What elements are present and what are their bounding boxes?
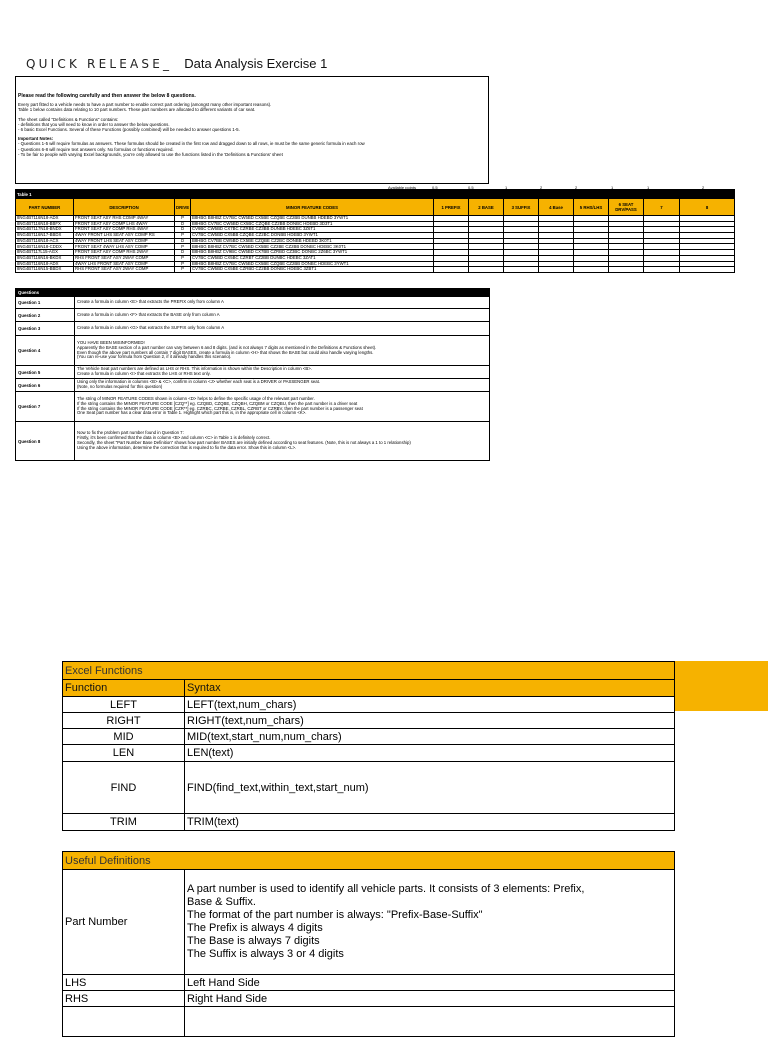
function-name: TRIM (63, 814, 185, 831)
column-header: 5 RHS/LHS (574, 199, 609, 216)
function-header: Function (63, 680, 185, 697)
part-number-cell[interactable]: 8NG4B7116N18-BBFX (16, 221, 74, 227)
question-row (16, 366, 490, 379)
question-row (16, 336, 490, 366)
drive-cell[interactable]: P (175, 255, 191, 261)
answer-cell[interactable] (574, 267, 609, 273)
question-row (16, 379, 490, 392)
feature-codes-cell[interactable]: CV7BC CW5BD CX5BB CZQBE CZ2BC DONBB HDEBD 3YWT1 (191, 233, 434, 239)
feature-codes-cell[interactable]: CV7BC CW5BD CX5BC CZRBT CZ2BB DUNBC HDEBC 3ZAT1 (191, 255, 434, 261)
function-syntax: LEN(text) (185, 745, 675, 762)
description-cell[interactable]: 4WAY LHS FRONT SEAT ASY COMP (74, 261, 175, 267)
definition-term (63, 1007, 185, 1037)
question-label: Question 2 (16, 309, 75, 322)
feature-codes-cell[interactable]: B8HBG B8HBZ CV9BC CW5BD CX7BB CZRBD CZ3BC DONBC 2Z6BC 3YWT1 (191, 250, 434, 256)
drive-cell[interactable]: D (175, 250, 191, 256)
column-header: 2 BASE (469, 199, 504, 216)
function-name: RIGHT (63, 713, 185, 729)
question-label: Question 4 (16, 336, 75, 366)
instructions-box (15, 76, 489, 184)
function-syntax: FIND(find_text,within_text,start_num) (185, 762, 675, 814)
drive-cell[interactable]: P (175, 267, 191, 273)
part-number-cell[interactable]: 8NG4B7116N18-ADX (16, 261, 74, 267)
function-name: LEFT (63, 697, 185, 713)
function-name: MID (63, 729, 185, 745)
function-name: LEN (63, 745, 185, 762)
column-header: 8 (680, 199, 735, 216)
syntax-header: Syntax (185, 680, 675, 697)
points-value: 0.5 (468, 185, 474, 190)
instructions-text: The sheet called "Definitions & Functions" contains: (18, 116, 119, 122)
description-cell[interactable]: FRONT SEAT ASY COMP LHS 4WAY (74, 221, 175, 227)
description-cell[interactable]: FRONT SEAT ASY COMP RHS 4WAY (74, 227, 175, 233)
definition-row (63, 1007, 675, 1037)
notes-text: - To be fair to people with varying Excel backgrounds, you're only allowed to use the functions listed in the 'Definitions & Functions' sheet (18, 151, 283, 157)
question-label: Question 6 (16, 379, 75, 392)
function-row (63, 729, 675, 745)
questions-table (15, 288, 490, 461)
question-row (16, 392, 490, 422)
description-cell[interactable]: FRONT SEAT ASY COMP RHS 2WAY (74, 250, 175, 256)
feature-codes-cell[interactable]: CV7BC CW5BD CX5BE CZRBD CZ2BB DONBC HDEBC 3ZBT1 (191, 267, 434, 273)
feature-codes-cell[interactable]: B8HBG CV7BC CW5BD CX5BC CZQBE CZ2BB DONBC HDEBD 3D3T1 (191, 221, 434, 227)
answer-cell[interactable] (609, 267, 644, 273)
part-number-cell[interactable]: 8NG4B7116N18-ADX (16, 216, 74, 222)
drive-cell[interactable]: D (175, 227, 191, 233)
part-number-cell[interactable]: 8NG4B7116N18-ACX (16, 238, 74, 244)
description-cell[interactable]: FRONT SEAT ASY RHS COMP 4WAY (74, 216, 175, 222)
column-header: 7 (644, 199, 680, 216)
feature-codes-cell[interactable]: B8HBG CV7BB CW5BD CX5BE CZQBE CZ2BC DONBB HDEBD 3K0T1 (191, 238, 434, 244)
question-row (16, 309, 490, 322)
definition-text: Right Hand Side (185, 991, 675, 1007)
page-header (26, 56, 327, 76)
answer-cell[interactable] (644, 267, 680, 273)
function-syntax: LEFT(text,num_chars) (185, 697, 675, 713)
excel-functions-table (62, 661, 675, 831)
answer-cell[interactable] (504, 267, 539, 273)
question-row (16, 322, 490, 336)
drive-cell[interactable]: D (175, 238, 191, 244)
useful-definitions-caption: Useful Definitions (63, 852, 675, 870)
column-header: DESCRIPTION (74, 199, 175, 216)
answer-cell[interactable] (680, 267, 735, 273)
definition-row (63, 975, 675, 991)
points-value: 2 (575, 185, 578, 190)
page-title: Data Analysis Exercise 1 (184, 56, 328, 71)
part-number-cell[interactable]: 8NG4B7117L15-AGX (16, 250, 74, 256)
function-syntax: TRIM(text) (185, 814, 675, 831)
question-text: Now to fix the problem part number found in Question 7: Firstly, it's been confirmed that the data in column <B> and column <C> in Table 1 is definitely correct. Secondly, the sheet "Part Number Base Definition" shows how part number BASES are initially defined according to seat features. (Note, this is not always a 1 to 1 relationship) Using the above information, determine the correction that is required to fix the data error. Show this in column <L>. (75, 422, 490, 461)
description-cell[interactable]: FRONT SEAT 4WAY LHS ASY COMP (74, 244, 175, 250)
column-header: DRIVE (175, 199, 191, 216)
table-1 (15, 189, 735, 273)
description-cell[interactable]: 4WAY FRONT LHS SEAT ASY COMP RS (74, 233, 175, 239)
instructions-heading: Please read the following carefully and then answer the below 8 questions. (18, 93, 196, 99)
definition-row (63, 991, 675, 1007)
quick-release-logo: QUICK RELEASE_ (26, 57, 173, 71)
function-name: FIND (63, 762, 185, 814)
definition-text (185, 1007, 675, 1037)
definition-term: Part Number (63, 870, 185, 975)
question-row (16, 422, 490, 461)
column-header: 3 SUFFIX (504, 199, 539, 216)
function-row (63, 745, 675, 762)
definition-text: A part number is used to identify all vehicle parts. It consists of 3 elements: Prefix, Base & Suffix. The format of the part number is always: "Prefix-Base-Suffix" The Prefix is always 4 digits The Base is always 7 digits The Suffix is always 3 or 4 digits (185, 870, 675, 975)
table-row (16, 267, 735, 273)
answer-cell[interactable] (539, 267, 574, 273)
points-value: 0.5 (432, 185, 438, 190)
drive-cell[interactable]: P (175, 216, 191, 222)
part-number-cell[interactable]: 8NG4B7116N18-CDDX (16, 244, 74, 250)
drive-cell[interactable]: P (175, 244, 191, 250)
description-cell[interactable]: RHS FRONT SEAT ASY 2WAY COMP (74, 267, 175, 273)
question-text: The Vehicle Seat part numbers are defined as LHS or RHS. This information is shown within the Description in column <B>. Create a formula in column <I> that extracts the LHS or RHS text only. (75, 366, 490, 379)
useful-definitions-table (62, 851, 675, 1037)
notes-text: - Questions 1-5 will require formulas as answers. These formulas should be created in the first row and dragged down to all rows, ie must be the same generic formula in each row (18, 141, 365, 147)
points-value: 1 (647, 185, 650, 190)
questions-caption: Questions (16, 289, 490, 297)
instructions-text: Every part fitted to a vehicle needs to have a part number to enable correct part ordering (amongst many other important reasons). (18, 102, 272, 108)
question-text: Using only the information in columns <B> & <C>, confirm in column <J> whether each seat is a DRIVER or PASSENGER seat. (Note, no formulas required for this question) (75, 379, 490, 392)
part-number-cell[interactable]: 8NG4B7116N16-BKDX (16, 255, 74, 261)
function-row (63, 713, 675, 729)
instructions-text: - definitions that you will need to know in order to answer the below questions. (18, 121, 170, 127)
sheet-accent (674, 661, 768, 711)
question-text: The string of MINOR FEATURE CODES shown in column <D> helps to define the specific usage of the relevant part number. If the string contains the MINOR FEATURE CODE [CZQ**] eg. CZQBD, CZQBE, CZQBH, CZQBM or CZQBU, then the part number is a driver seat If the string contains the MINOR FEATURE CODE [CZR**] eg. CZRBC, CZRBE, CZRBL, CZRBT or CZRBV, then the part number is a passenger seat One Seat part number has a clear data error in Table 1. Highlight which part this is, in the appropriate cell in column <K>. (75, 392, 490, 422)
instructions-text: - 6 basic Excel Functions. Several of these Functions (possibly combined) will be needed to answer questions 1-5. (18, 127, 240, 133)
definition-term: LHS (63, 975, 185, 991)
description-cell[interactable]: RHS FRONT SEAT ASY 2WAY COMP (74, 255, 175, 261)
question-label: Question 3 (16, 322, 75, 336)
function-row (63, 814, 675, 831)
part-number-cell[interactable]: 8NG4B7117N18-BNDX (16, 227, 74, 233)
column-header: 1 PREFIX (434, 199, 469, 216)
column-header: PART NUMBER (16, 199, 74, 216)
feature-codes-cell[interactable]: CV9BC CW5BD CX7BC CZRBE CZ3BB DUNBB HDEBC 3Z6T1 (191, 227, 434, 233)
question-text: YOU HAVE BEEN MISINFORMED! Apparently the BASE section of a part number can vary between 6 and 8 digits. (and is not always 7 digits as mentioned in the Definitions & Functions sheet). Even though the above part numbers all contain 7 digit BASES, create a formula in column <H> that shows the BASE but could also handle varying lengths. (You can re-use your formula from Question 2, if it already handles this scenario). (75, 336, 490, 366)
answer-cell[interactable] (469, 267, 504, 273)
question-text: Create a formula in column <G> that extracts the SUFFIX only from column A (75, 322, 490, 336)
column-header: 4 Base (539, 199, 574, 216)
definition-row (63, 870, 675, 975)
drive-cell[interactable]: P (175, 261, 191, 267)
notes-text: - Questions 6-8 will require text answers only. No formulas or functions required. (18, 146, 174, 152)
question-label: Question 7 (16, 392, 75, 422)
available-points-label: Available points (388, 185, 416, 190)
function-row (63, 762, 675, 814)
description-cell[interactable]: 4WAY FRONT LHS SEAT ASY COMP (74, 238, 175, 244)
drive-cell[interactable]: D (175, 221, 191, 227)
part-number-cell[interactable]: 8NG4B7116N15-BBDX (16, 267, 74, 273)
question-label: Question 5 (16, 366, 75, 379)
function-syntax: RIGHT(text,num_chars) (185, 713, 675, 729)
question-row (16, 297, 490, 309)
feature-codes-cell[interactable]: B8HBG B8HBZ CV7BC CW5BD CX5BE CZQBE CZ2BB DUNBB HDEBD 3YWT1 (191, 216, 434, 222)
points-value: 1 (505, 185, 508, 190)
notes-heading: Important Notes: (18, 136, 54, 142)
part-number-cell[interactable]: 8NG4B7116N17-BBDX (16, 233, 74, 239)
points-value: 2 (540, 185, 543, 190)
function-row (63, 697, 675, 713)
column-header: 6 SEAT DRV/PASS (609, 199, 644, 216)
points-value: 2 (702, 185, 705, 190)
feature-codes-cell[interactable]: B8HBG B8HBZ CV7BC CW5BD CX5BE CZQBE CZ2BB DONBC HDEBC 3YWT1 (191, 261, 434, 267)
definition-text: Left Hand Side (185, 975, 675, 991)
feature-codes-cell[interactable]: B8HBG B8HBZ CV7BC CW5BD CX5BE CZ2BE CZ2BB DONBC HDEBC 3K0T1 (191, 244, 434, 250)
question-text: Create a formula in column <E> that extracts the PREFIX only from column A (75, 297, 490, 309)
table-1-caption: Table 1 (16, 190, 735, 199)
question-label: Question 8 (16, 422, 75, 461)
question-label: Question 1 (16, 297, 75, 309)
instructions-text: Table 1 below contains data relating to 10 part numbers. These part numbers are allocated to different variants of car seat. (18, 107, 256, 113)
drive-cell[interactable]: P (175, 233, 191, 239)
answer-cell[interactable] (434, 267, 469, 273)
definition-term: RHS (63, 991, 185, 1007)
points-value: 1 (611, 185, 614, 190)
question-text: Create a formula in column <F> that extracts the BASE only from column A (75, 309, 490, 322)
excel-functions-caption: Excel Functions (63, 662, 675, 680)
function-syntax: MID(text,start_num,num_chars) (185, 729, 675, 745)
column-header: MINOR FEATURE CODES (191, 199, 434, 216)
